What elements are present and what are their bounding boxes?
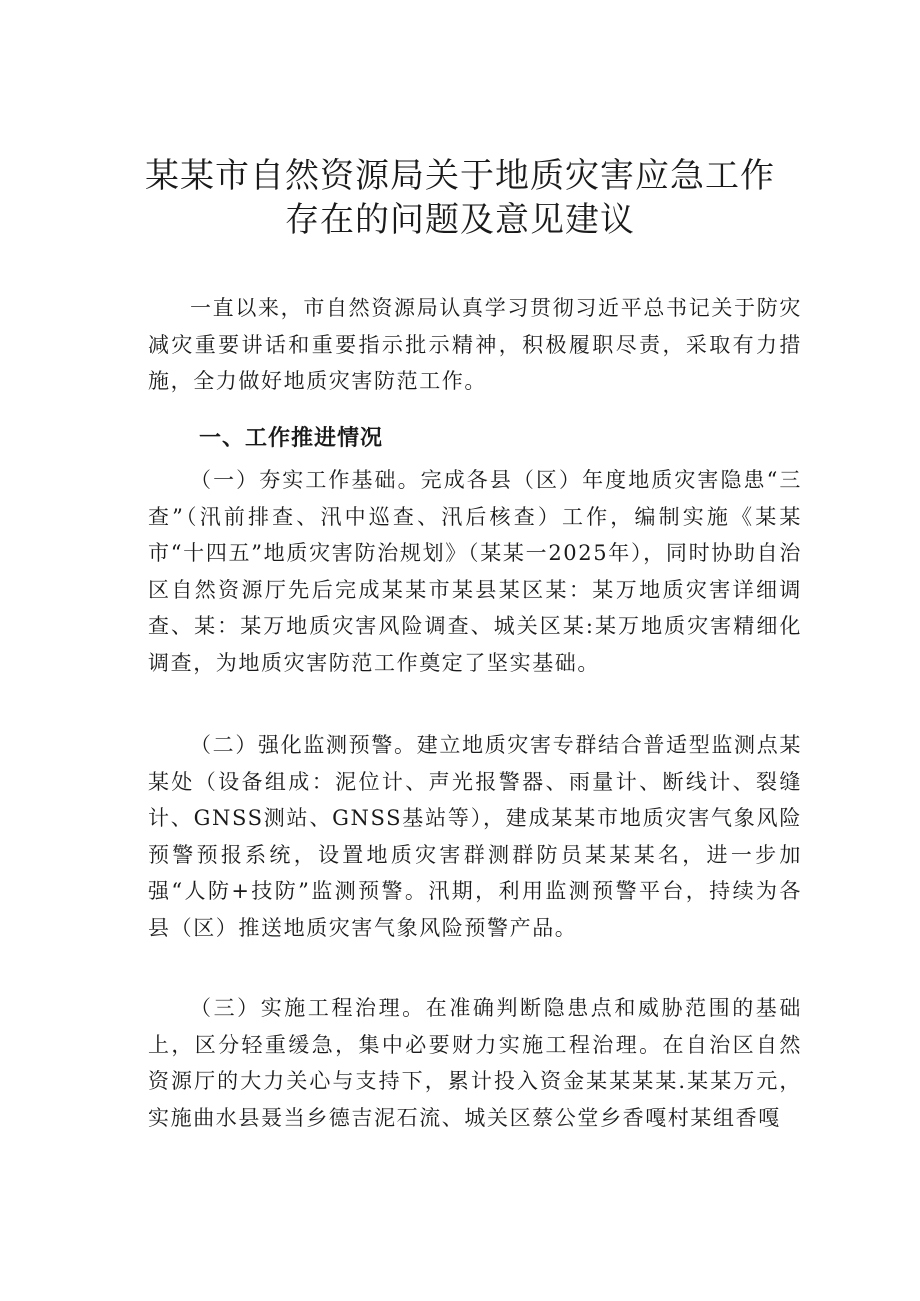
document-title-line-1: 某某市自然资源局关于地质灾害应急工作 xyxy=(145,156,775,196)
section-heading-1: 一、工作推进情况 xyxy=(199,426,384,451)
document-title-line-2: 存在的问题及意见建议 xyxy=(285,200,635,240)
paragraph-monitoring: （二）强化监测预警。建立地质灾害专群结合普适型监测点某某处（设备组成：泥位计、声光报警器、雨量计、断线计、裂缝计、GNSS测站、GNSS基站等），建成某某市地质灾害气象风险预警预报系统，设置地质灾害群测群防员某某某名，进一步加强“人防+技防”监测预警。汛期，利用监测预警平台，持续为各县（区）推送地质灾害气象风险预警产品。 xyxy=(148,733,802,940)
paragraph-engineering: （三）实施工程治理。在准确判断隐患点和威胁范围的基础上，区分轻重缓急，集中必要财力实施工程治理。在自治区自然资源厅的大力关心与支持下，累计投入资金某某某某.某某万元，实施曲水县聂当乡德吉泥石流、城关区蔡公堂乡香嘎村某组香嘎 xyxy=(148,996,802,1130)
paragraph-foundation: （一）夯实工作基础。完成各县（区）年度地质灾害隐患“三查”（汛前排查、汛中巡查、汛后核查）工作，编制实施《某某市“十四五”地质灾害防治规划》（某某一2025年），同时协助自治区自然资源厅先后完成某某市某县某区某：某万地质灾害详细调查、某：某万地质灾害风险调查、城关区某:某万地质灾害精细化调查，为地质灾害防范工作奠定了坚实基础。 xyxy=(148,468,802,675)
intro-paragraph: 一直以来，市自然资源局认真学习贯彻习近平总书记关于防灾减灾重要讲话和重要指示批示精神，积极履职尽责，采取有力措施，全力做好地质灾害防范工作。 xyxy=(148,296,802,393)
